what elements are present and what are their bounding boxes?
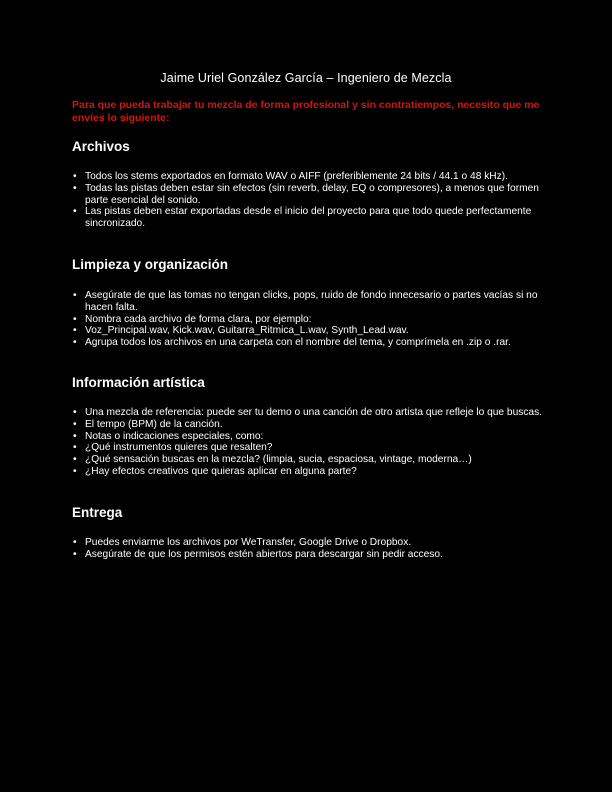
bullet-icon: • xyxy=(73,418,77,430)
bullet-icon: • xyxy=(73,454,77,466)
list-item: • Agrupa todos los archivos en una carpeta con el nombre del tema, y comprímela en .zip o .rar. xyxy=(73,337,511,349)
section-informacion-artistica xyxy=(72,375,544,478)
list-item: • El tempo (BPM) de la canción. xyxy=(73,418,223,430)
list-item: • Una mezcla de referencia: puede ser tu demo o una canción de otro artista que refleje lo que buscas. xyxy=(73,407,543,418)
bullet-icon: • xyxy=(73,325,77,337)
bullet-icon: • xyxy=(73,442,77,454)
list-item: • ¿Hay efectos creativos que quieras aplicar en alguna parte? xyxy=(73,465,357,477)
list-item: • Asegúrate de que las tomas no tengan clicks, pops, ruido de fondo innecesario o partes vacías si no hacen falta. xyxy=(73,290,538,313)
bullet-icon: • xyxy=(73,407,77,418)
bullet-icon: • xyxy=(73,430,77,442)
list-item: • Voz_Principal.wav, Kick.wav, Guitarra_Ritmica_L.wav, Synth_Lead.wav. xyxy=(73,325,409,337)
bullet-list xyxy=(72,171,544,230)
bullet-icon: • xyxy=(73,206,77,218)
section-limpieza xyxy=(72,257,544,349)
list-item: • Todas las pistas deben estar sin efectos (sin reverb, delay, EQ o compresores), a menos que formen parte esencial del sonido. xyxy=(73,182,539,206)
bullet-icon: • xyxy=(73,290,77,301)
bullet-icon: • xyxy=(73,537,77,548)
bullet-icon: • xyxy=(73,337,77,349)
list-item: • Notas o indicaciones especiales, como: xyxy=(73,430,264,442)
section-heading: Información artística xyxy=(72,375,205,390)
section-heading: Entrega xyxy=(72,505,123,520)
list-item: • ¿Qué sensación buscas en la mezcla? (limpia, sucia, espaciosa, vintage, moderna…) xyxy=(73,454,472,466)
document-title: Jaime Uriel González García – Ingeniero de Mezcla xyxy=(160,71,452,85)
list-item: • Las pistas deben estar exportadas desde el inicio del proyecto para que todo quede perfectamente sincronizado. xyxy=(73,206,532,230)
list-item: • Puedes enviarme los archivos por WeTransfer, Google Drive o Dropbox. xyxy=(73,537,412,548)
bullet-icon: • xyxy=(73,465,77,477)
bullet-icon: • xyxy=(73,548,77,560)
section-heading: Limpieza y organización xyxy=(72,257,229,272)
bullet-icon: • xyxy=(73,313,77,325)
list-item: • Asegúrate de que los permisos estén abiertos para descargar sin pedir acceso. xyxy=(73,548,443,560)
bullet-list xyxy=(72,290,544,349)
bullet-icon: • xyxy=(73,182,77,194)
bullet-icon: • xyxy=(73,171,77,182)
list-item: • ¿Qué instrumentos quieres que resalten? xyxy=(73,442,273,454)
intro-paragraph: Para que pueda trabajar tu mezcla de forma profesional y sin contratiempos, necesito que me envíes lo siguiente: xyxy=(72,99,540,124)
list-item: • Todos los stems exportados en formato WAV o AIFF (preferiblemente 24 bits / 44.1 o 48 kHz). xyxy=(73,171,508,182)
bullet-list xyxy=(72,407,544,478)
bullet-list xyxy=(72,537,544,561)
list-item: • Nombra cada archivo de forma clara, por ejemplo: xyxy=(73,313,312,325)
section-heading: Archivos xyxy=(72,139,130,154)
section-entrega xyxy=(72,505,544,561)
section-archivos xyxy=(72,139,544,230)
